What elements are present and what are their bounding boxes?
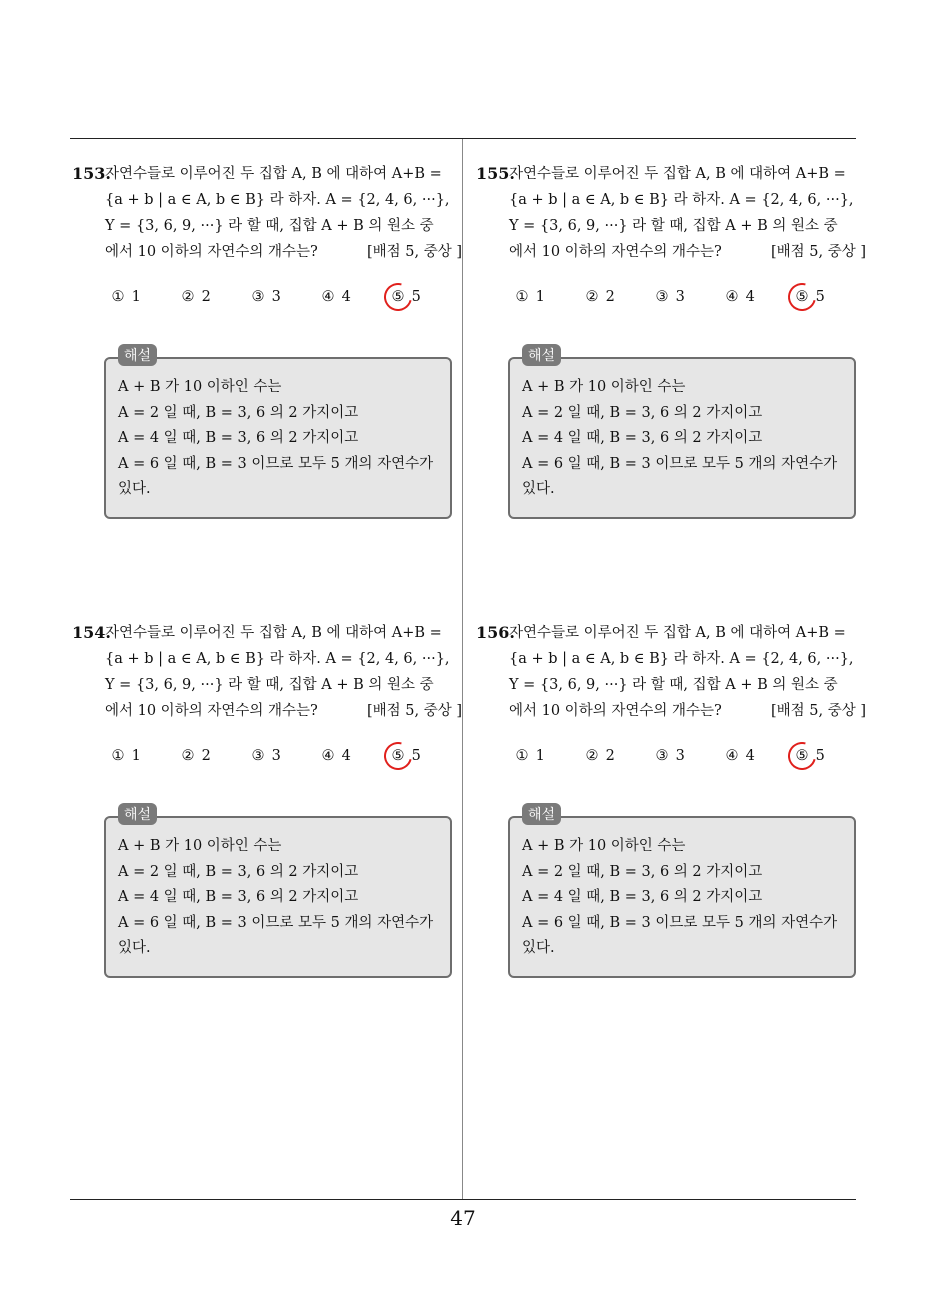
answer-choices — [109, 748, 462, 764]
question-line: Y = {3, 6, 9, ···} 라 할 때, 집합 A + B 의 원소 중 — [509, 677, 838, 693]
choice-item[interactable] — [513, 748, 583, 764]
problem-number: 155. — [476, 164, 515, 183]
choice-value: 4 — [745, 289, 755, 305]
choice-value: 4 — [341, 289, 351, 305]
problem-number: 154. — [72, 623, 111, 642]
question-line — [105, 239, 462, 265]
problem-number: 156. — [476, 623, 515, 642]
question-line-text: 에서 10 이하의 자연수의 개수는? — [105, 244, 318, 260]
choice-number: ② — [585, 748, 599, 764]
question-text — [72, 620, 462, 724]
choice-number: ① — [515, 748, 529, 764]
choice-value: 2 — [201, 289, 211, 305]
solution-line: A = 6 일 때, B = 3 이므로 모두 5 개의 자연수가 — [522, 914, 838, 931]
solution-line: A + B 가 10 이하인 수는 — [118, 379, 282, 395]
choice-item-answer[interactable] — [389, 289, 459, 305]
choice-number: ④ — [725, 289, 739, 305]
solution-line: A = 4 일 때, B = 3, 6 의 2 가지이고 — [522, 889, 763, 905]
choice-value: 1 — [535, 748, 545, 764]
solution-panel — [508, 807, 856, 978]
choice-value: 3 — [675, 289, 685, 305]
question-line-text: 에서 10 이하의 자연수의 개수는? — [509, 244, 722, 260]
solution-line: A = 4 일 때, B = 3, 6 의 2 가지이고 — [522, 430, 763, 446]
choice-item[interactable] — [109, 289, 179, 305]
solution-label: 해설 — [118, 344, 157, 366]
question-line: {a + b | a ∈ A, b ∈ B} 라 하자. A = {2, 4, 6, ···}, — [105, 651, 450, 667]
question-text — [72, 161, 462, 265]
solution-box — [104, 357, 452, 519]
choice-number: ② — [181, 289, 195, 305]
question-line: {a + b | a ∈ A, b ∈ B} 라 하자. A = {2, 4, 6, ···}, — [105, 192, 450, 208]
choice-item[interactable] — [249, 289, 319, 305]
choice-value: 1 — [535, 289, 545, 305]
solution-line: A + B 가 10 이하인 수는 — [522, 838, 686, 854]
choice-number: ④ — [321, 289, 335, 305]
question-text — [476, 161, 866, 265]
choice-number: ② — [181, 748, 195, 764]
answer-choices — [109, 289, 462, 305]
solution-label: 해설 — [118, 803, 157, 825]
solution-line: A = 2 일 때, B = 3, 6 의 2 가지이고 — [118, 863, 359, 880]
choice-value: 5 — [411, 748, 421, 764]
solution-label: 해설 — [522, 803, 561, 825]
choice-item[interactable] — [249, 748, 319, 764]
solution-line: A = 2 일 때, B = 3, 6 의 2 가지이고 — [522, 863, 763, 880]
choice-value: 5 — [815, 748, 825, 764]
choice-value: 5 — [411, 289, 421, 305]
choice-number: ⑤ — [389, 748, 407, 764]
problem-block — [72, 620, 462, 978]
choice-value: 2 — [605, 748, 615, 764]
solution-label: 해설 — [522, 344, 561, 366]
top-rule — [70, 138, 856, 139]
choice-number: ④ — [725, 748, 739, 764]
solution-line: A = 6 일 때, B = 3 이므로 모두 5 개의 자연수가 — [118, 455, 434, 472]
problem-block — [476, 161, 866, 519]
answer-choices — [513, 748, 866, 764]
choice-number: ③ — [251, 748, 265, 764]
choice-value: 3 — [271, 748, 281, 764]
choice-number: ⑤ — [793, 289, 811, 305]
question-line: Y = {3, 6, 9, ···} 라 할 때, 집합 A + B 의 원소 중 — [105, 677, 434, 693]
choice-number: ① — [515, 289, 529, 305]
answer-choices — [513, 289, 866, 305]
solution-box — [104, 816, 452, 978]
choice-number: ① — [111, 289, 125, 305]
choice-number: ③ — [655, 748, 669, 764]
choice-number: ⑤ — [793, 748, 811, 764]
question-line-text: 에서 10 이하의 자연수의 개수는? — [105, 703, 318, 719]
choice-item[interactable] — [179, 289, 249, 305]
choice-value: 3 — [675, 748, 685, 764]
choice-number: ⑤ — [389, 289, 407, 305]
solution-line: A + B 가 10 이하인 수는 — [118, 838, 282, 854]
solution-line: A = 4 일 때, B = 3, 6 의 2 가지이고 — [118, 430, 359, 446]
problem-number: 153. — [72, 164, 111, 183]
choice-item[interactable] — [513, 289, 583, 305]
question-line: 자연수들로 이루어진 두 집합 A, B 에 대하여 A+B = — [105, 166, 442, 182]
solution-panel — [104, 348, 452, 519]
choice-item[interactable] — [653, 748, 723, 764]
choice-value: 1 — [131, 748, 141, 764]
solution-panel — [508, 348, 856, 519]
choice-item[interactable] — [723, 748, 793, 764]
choice-item[interactable] — [109, 748, 179, 764]
score-label: [배점 5, 중상 ] — [366, 703, 462, 719]
choice-item-answer[interactable] — [389, 748, 459, 764]
choice-item[interactable] — [653, 289, 723, 305]
question-line: Y = {3, 6, 9, ···} 라 할 때, 집합 A + B 의 원소 중 — [509, 218, 838, 234]
question-line — [509, 698, 866, 724]
question-line: 자연수들로 이루어진 두 집합 A, B 에 대하여 A+B = — [105, 625, 442, 641]
score-label: [배점 5, 중상 ] — [770, 703, 866, 719]
bottom-rule — [70, 1199, 856, 1200]
choice-item-answer[interactable] — [793, 289, 863, 305]
choice-value: 4 — [745, 748, 755, 764]
solution-line: A = 2 일 때, B = 3, 6 의 2 가지이고 — [522, 404, 763, 421]
solution-line: A = 6 일 때, B = 3 이므로 모두 5 개의 자연수가 — [522, 455, 838, 472]
question-text — [476, 620, 866, 724]
choice-item[interactable] — [319, 748, 389, 764]
solution-line: A + B 가 10 이하인 수는 — [522, 379, 686, 395]
solution-line: A = 6 일 때, B = 3 이므로 모두 5 개의 자연수가 — [118, 914, 434, 931]
choice-number: ① — [111, 748, 125, 764]
solution-panel — [104, 807, 452, 978]
score-label: [배점 5, 중상 ] — [366, 244, 462, 260]
solution-box — [508, 816, 856, 978]
question-line: {a + b | a ∈ A, b ∈ B} 라 하자. A = {2, 4, 6, ···}, — [509, 651, 854, 667]
column-divider — [462, 139, 463, 1199]
choice-value: 5 — [815, 289, 825, 305]
choice-item[interactable] — [179, 748, 249, 764]
choice-item[interactable] — [723, 289, 793, 305]
question-line: 자연수들로 이루어진 두 집합 A, B 에 대하여 A+B = — [509, 625, 846, 641]
choice-number: ③ — [655, 289, 669, 305]
choice-number: ④ — [321, 748, 335, 764]
solution-line: 있다. — [118, 481, 151, 497]
choice-value: 2 — [605, 289, 615, 305]
choice-item-answer[interactable] — [793, 748, 863, 764]
choice-value: 2 — [201, 748, 211, 764]
solution-line: 있다. — [522, 940, 555, 956]
choice-item[interactable] — [583, 289, 653, 305]
solution-line: A = 2 일 때, B = 3, 6 의 2 가지이고 — [118, 404, 359, 421]
solution-line: 있다. — [522, 481, 555, 497]
choice-value: 1 — [131, 289, 141, 305]
choice-number: ② — [585, 289, 599, 305]
choice-number: ③ — [251, 289, 265, 305]
solution-box — [508, 357, 856, 519]
solution-line: 있다. — [118, 940, 151, 956]
choice-item[interactable] — [319, 289, 389, 305]
question-line — [509, 239, 866, 265]
choice-item[interactable] — [583, 748, 653, 764]
question-line: {a + b | a ∈ A, b ∈ B} 라 하자. A = {2, 4, 6, ···}, — [509, 192, 854, 208]
question-line: 자연수들로 이루어진 두 집합 A, B 에 대하여 A+B = — [509, 166, 846, 182]
choice-value: 3 — [271, 289, 281, 305]
problem-block — [72, 161, 462, 519]
choice-value: 4 — [341, 748, 351, 764]
problem-block — [476, 620, 866, 978]
solution-line: A = 4 일 때, B = 3, 6 의 2 가지이고 — [118, 889, 359, 905]
question-line: Y = {3, 6, 9, ···} 라 할 때, 집합 A + B 의 원소 중 — [105, 218, 434, 234]
question-line — [105, 698, 462, 724]
page-number: 47 — [450, 1206, 476, 1230]
score-label: [배점 5, 중상 ] — [770, 244, 866, 260]
question-line-text: 에서 10 이하의 자연수의 개수는? — [509, 703, 722, 719]
